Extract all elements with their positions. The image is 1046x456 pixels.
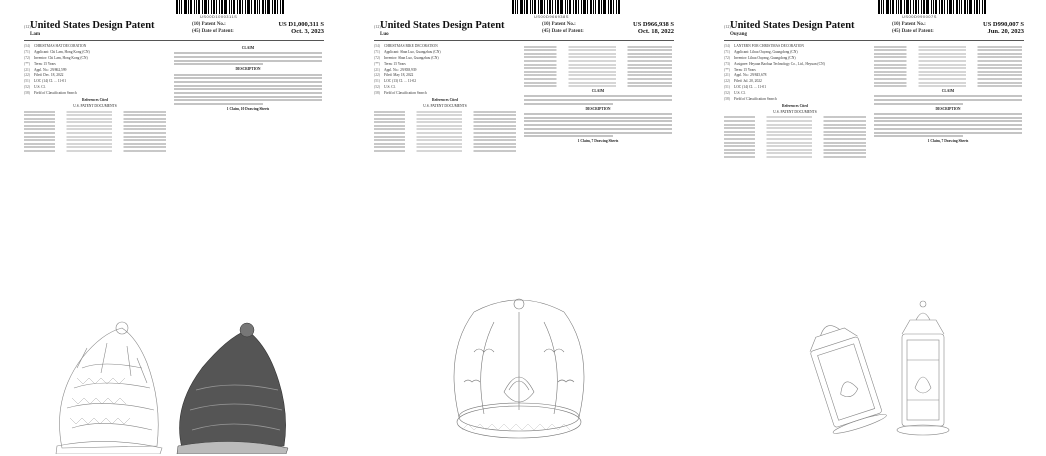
text-line <box>174 52 322 54</box>
right-column: CLAIM DESCRIPTION 1 Claim, 7 Drawing Sheets <box>874 44 1022 144</box>
header-rule <box>374 40 674 41</box>
patent-number: US D966,938 S <box>633 21 674 28</box>
text-line <box>874 95 1022 97</box>
text-line <box>174 92 322 94</box>
reference-line <box>24 128 166 130</box>
reference-line <box>524 85 672 87</box>
text-line <box>874 117 1022 119</box>
biblio-field: (21) Appl. No.: 29/838,939 <box>374 67 417 72</box>
biblio-field: (52) U.S. Cl. <box>374 85 396 90</box>
reference-line <box>524 74 672 76</box>
reference-line <box>24 125 166 127</box>
reference-line <box>524 64 672 66</box>
reference-line <box>724 149 866 151</box>
biblio-field: (54) CHRISTMAS HAT DECORATION <box>24 44 87 48</box>
barcode <box>878 0 987 14</box>
biblio-field: (54) CHRISTMAS BIKE DECORATION <box>374 44 438 48</box>
patent-header: (12) United States Design Patent Lam (10) Patent No.: US D1,000,311 S (45) Date of Patent: Oct. 3, 2023 <box>24 20 324 37</box>
text-line <box>874 135 963 137</box>
patent-title: United States Design Patent <box>380 20 505 31</box>
left-column: (54) CHRISTMAS BIKE DECORATION (71) Applicant: Shan Luo, Guangzhou (CN) (72) Inventor: Shan Luo, Guangzhou (CN) (**) Term: 15 Years (21) Appl. No.: 29/838,939 (22) Filed: May 18, 2022 (51) LOC (13) Cl. ... 11-02 (52) U.S. Cl. (58) Field of Classification Search References Cited U.S. PATENT DOCUMENTS <box>374 44 516 154</box>
text-line <box>174 63 263 65</box>
reference-line <box>374 121 516 123</box>
reference-line <box>724 156 866 158</box>
reference-line <box>724 120 866 122</box>
text-line <box>874 120 1022 122</box>
reference-line <box>374 146 516 148</box>
barcode <box>176 0 285 14</box>
reference-line <box>724 152 866 154</box>
inventor-name: Lam <box>30 32 40 37</box>
text-line <box>874 124 1022 126</box>
claims-footer: 1 Claim, 7 Drawing Sheets <box>577 139 619 144</box>
biblio-field: (21) Appl. No.: 29/845,678 <box>724 73 767 78</box>
patent-page-1 <box>14 0 332 456</box>
patent-page-2 <box>364 0 682 456</box>
reference-line <box>724 134 866 136</box>
patent-number: US D1,000,311 S <box>278 21 324 28</box>
reference-line <box>874 64 1022 66</box>
reference-line <box>524 67 672 69</box>
biblio-field: (71) Applicant: Lihua Ouyang, Guangdong (CN) <box>724 49 798 54</box>
biblio-field: (58) Field of Classification Search <box>724 97 777 102</box>
reference-line <box>724 127 866 129</box>
text-line <box>874 113 1022 115</box>
patent-title: United States Design Patent <box>30 20 155 31</box>
reference-line <box>374 125 516 127</box>
text-line <box>174 103 263 105</box>
patent-date: Jun. 20, 2023 <box>987 28 1024 35</box>
text-line <box>174 88 322 90</box>
hat-drawing <box>32 318 312 454</box>
text-line <box>174 96 322 98</box>
biblio-field: (71) Applicant: Chi Lam, Hong Kong (CN) <box>24 49 90 54</box>
reference-line <box>374 150 516 152</box>
biblio-field: (71) Applicant: Shan Luo, Guangzhou (CN) <box>374 49 441 54</box>
reference-line <box>724 124 866 126</box>
biblio-field: (51) LOC (14) Cl. ... 11-01 <box>724 85 767 90</box>
text-line <box>524 95 672 97</box>
reference-line <box>24 121 166 123</box>
reference-line <box>524 49 672 51</box>
text-line <box>174 60 322 62</box>
biblio-field: (72) Inventor: Shan Luo, Guangzhou (CN) <box>374 55 439 60</box>
patent-title: United States Design Patent <box>730 20 855 31</box>
biblio-field: (22) Filed: May 18, 2022 <box>374 73 414 78</box>
reference-line <box>874 53 1022 55</box>
reference-line <box>874 78 1022 80</box>
reference-line <box>374 118 516 120</box>
reference-line <box>24 143 166 145</box>
text-line <box>174 74 322 76</box>
reference-line <box>874 67 1022 69</box>
reference-line <box>374 132 516 134</box>
reference-line <box>874 71 1022 73</box>
patent-header: (12) United States Design Patent Ouyang (10) Patent No.: US D990,007 S (45) Date of Patent: Jun. 20, 2023 <box>724 20 1024 37</box>
reference-line <box>24 146 166 148</box>
reference-line <box>874 46 1022 48</box>
text-line <box>524 99 672 101</box>
biblio-field: (52) U.S. Cl. <box>724 91 746 96</box>
claims-footer: 1 Claim, 10 Drawing Sheets <box>226 107 270 112</box>
claims-footer: 1 Claim, 7 Drawing Sheets <box>927 139 969 144</box>
barcode <box>512 0 621 14</box>
text-line <box>524 120 672 122</box>
patent-date: Oct. 3, 2023 <box>291 28 324 35</box>
patent-number: US D990,007 S <box>983 21 1024 28</box>
reference-line <box>24 111 166 113</box>
lantern-drawing <box>784 300 974 450</box>
biblio-field: (58) Field of Classification Search <box>374 91 427 96</box>
reference-line <box>24 150 166 152</box>
reference-line <box>874 49 1022 51</box>
reference-line <box>374 139 516 141</box>
header-rule <box>24 40 324 41</box>
reference-line <box>724 138 866 140</box>
barcode-number: US00D966938S <box>534 14 569 19</box>
reference-line <box>374 136 516 138</box>
text-line <box>524 132 672 134</box>
biblio-field: (**) Term: 15 Years <box>374 61 406 66</box>
text-line <box>874 99 1022 101</box>
crown-drawing <box>414 292 624 454</box>
reference-line <box>524 53 672 55</box>
reference-line <box>524 60 672 62</box>
barcode-number: US00D990007S <box>902 14 937 19</box>
text-line <box>524 117 672 119</box>
right-column: CLAIM DESCRIPTION 1 Claim, 10 Drawing Sheets <box>174 44 322 112</box>
reference-line <box>24 118 166 120</box>
text-line <box>524 113 672 115</box>
biblio-field: (22) Filed: Jul. 20, 2022 <box>724 79 762 84</box>
text-line <box>874 128 1022 130</box>
reference-line <box>374 128 516 130</box>
reference-line <box>24 139 166 141</box>
text-line <box>874 103 963 105</box>
reference-line <box>24 114 166 116</box>
biblio-field: (22) Filed: Dec. 18, 2022 <box>24 73 64 78</box>
text-line <box>174 85 322 87</box>
biblio-field: (21) Appl. No.: 29/862,599 <box>24 67 67 72</box>
reference-line <box>374 111 516 113</box>
text-line <box>874 132 1022 134</box>
patent-page-3 <box>714 0 1032 456</box>
biblio-field: (73) Assignee: Heyuan Baohua Technology Co., Ltd., Heyuan (CN) <box>724 61 825 66</box>
reference-line <box>24 132 166 134</box>
reference-line <box>874 74 1022 76</box>
biblio-field: (72) Inventor: Lihua Ouyang, Guangdong (CN) <box>724 55 796 60</box>
text-line <box>524 128 672 130</box>
left-column: (54) LANTERN FOR CHRISTMAS DECORATION (71) Applicant: Lihua Ouyang, Guangdong (CN) (72) Inventor: Lihua Ouyang, Guangdong (CN) (73) Assignee: Heyuan Baohua Technology Co., Ltd., Heyuan (CN) (**) Term: 15 Years (21) Appl. No.: 29/845,678 (22) Filed: Jul. 20, 2022 (51) LOC (14) Cl. ... 11-01 (52) U.S. Cl. (58) Field of Classification Search References Cited U.S. PATENT DOCUMENTS <box>724 44 866 160</box>
reference-line <box>874 82 1022 84</box>
reference-line <box>874 56 1022 58</box>
text-line <box>524 103 613 105</box>
reference-line <box>524 46 672 48</box>
text-line <box>524 135 613 137</box>
inventor-name: Ouyang <box>730 32 747 37</box>
reference-line <box>524 56 672 58</box>
reference-line <box>524 82 672 84</box>
text-line <box>174 81 322 83</box>
reference-line <box>724 142 866 144</box>
reference-line <box>874 60 1022 62</box>
biblio-field: (72) Inventor: Chi Lam, Hong Kong (CN) <box>24 55 88 60</box>
reference-line <box>874 85 1022 87</box>
biblio-field: (54) LANTERN FOR CHRISTMAS DECORATION <box>724 44 804 48</box>
biblio-field: (**) Term: 15 Years <box>24 61 56 66</box>
header-rule <box>724 40 1024 41</box>
reference-line <box>24 136 166 138</box>
patent-date: Oct. 18, 2022 <box>637 28 674 35</box>
biblio-field: (58) Field of Classification Search <box>24 91 77 96</box>
reference-line <box>374 143 516 145</box>
barcode-number: US00D1000311S <box>200 14 238 19</box>
biblio-field: (52) U.S. Cl. <box>24 85 46 90</box>
biblio-field: (51) LOC (14) Cl. ... 11-01 <box>24 79 67 84</box>
patent-header: (12) United States Design Patent Luo (10) Patent No.: US D966,938 S (45) Date of Patent: Oct. 18, 2022 <box>374 20 674 37</box>
biblio-field: (**) Term: 15 Years <box>724 67 756 72</box>
biblio-field: (51) LOC (13) Cl. ... 11-02 <box>374 79 417 84</box>
text-line <box>174 56 322 58</box>
reference-line <box>724 116 866 118</box>
inventor-name: Luo <box>380 32 389 37</box>
reference-line <box>524 71 672 73</box>
reference-line <box>524 78 672 80</box>
left-column: (54) CHRISTMAS HAT DECORATION (71) Applicant: Chi Lam, Hong Kong (CN) (72) Inventor: Chi Lam, Hong Kong (CN) (**) Term: 15 Years (21) Appl. No.: 29/862,599 (22) Filed: Dec. 18, 2022 (51) LOC (14) Cl. ... 11-01 (52) U.S. Cl. (58) Field of Classification Search References Cited U.S. PATENT DOCUMENTS <box>24 44 166 154</box>
text-line <box>174 77 322 79</box>
right-column: CLAIM DESCRIPTION 1 Claim, 7 Drawing Sheets <box>524 44 672 144</box>
text-line <box>524 124 672 126</box>
reference-line <box>724 131 866 133</box>
text-line <box>174 99 322 101</box>
reference-line <box>724 145 866 147</box>
reference-line <box>374 114 516 116</box>
